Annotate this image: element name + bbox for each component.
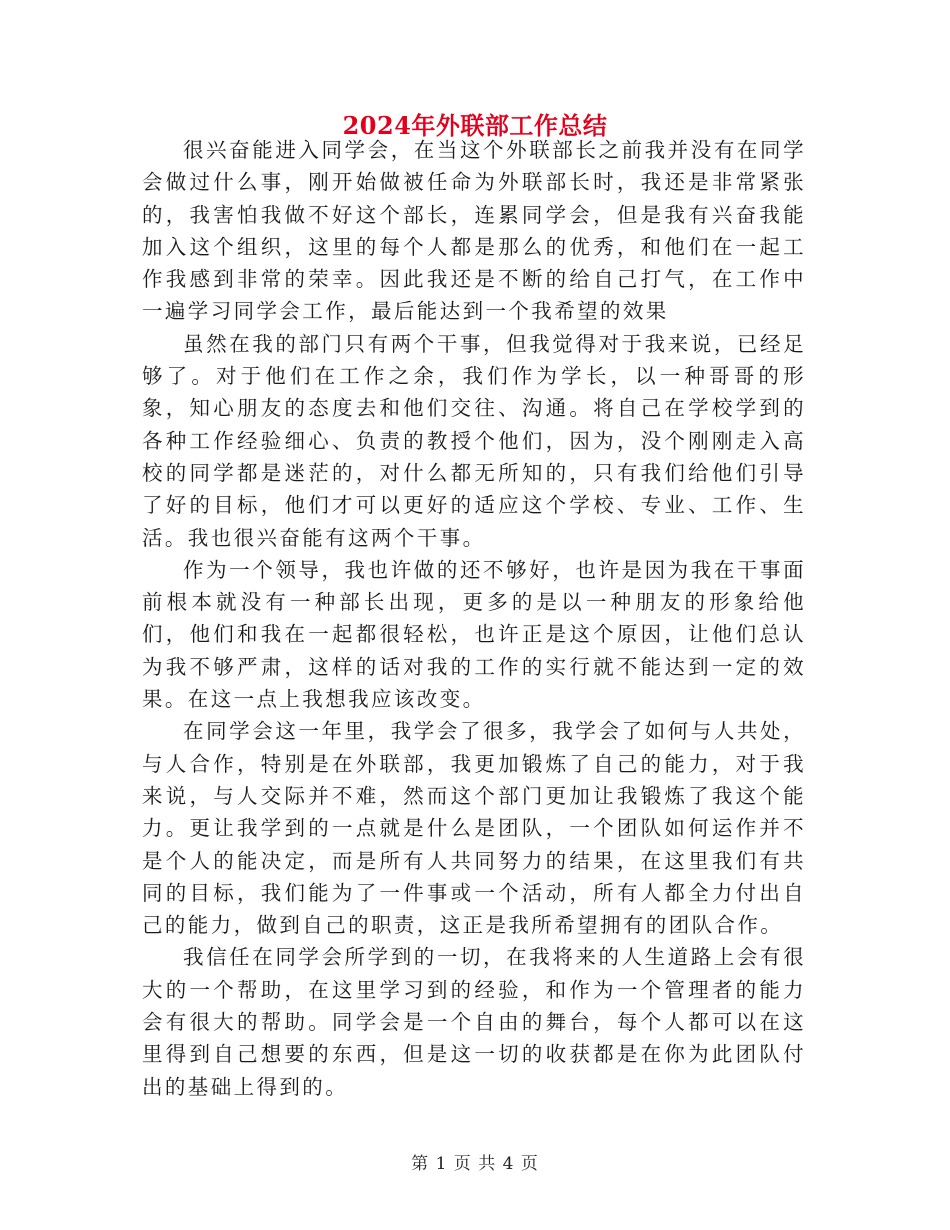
paragraph-1: 很兴奋能进入同学会，在当这个外联部长之前我并没有在同学会做过什么事，刚开始做被任命为外联部长时，我还是非常紧张的，我害怕我做不好这个部长，连累同学会，但是我有兴奋我能加入这个组织，这里的每个人都是那么的优秀，和他们在一起工作我感到非常的荣幸。因此我还是不断的给自己打气，在工作中一遍学习同学会工作，最后能达到一个我希望的效果	[142, 138, 806, 324]
paragraph-3: 作为一个领导，我也许做的还不够好，也许是因为我在干事面前根本就没有一种部长出现，更多的是以一种朋友的形象给他们，他们和我在一起都很轻松，也许正是这个原因，让他们总认为我不够严肃，这样的话对我的工作的实行就不能达到一定的效果。在这一点上我想我应该改变。	[142, 557, 806, 712]
page-number-footer: 第 1 页 共 4 页	[411, 1154, 539, 1174]
document-body	[142, 134, 806, 1103]
paragraph-5: 我信任在同学会所学到的一切，在我将来的人生道路上会有很大的一个帮助，在这里学习到的经验，和作为一个管理者的能力会有很大的帮助。同学会是一个自由的舞台，每个人都可以在这里得到自己想要的东西，但是这一切的收获都是在你为此团队付出的基础上得到的。	[142, 945, 806, 1099]
paragraph-2: 虽然在我的部门只有两个干事，但我觉得对于我来说，已经足够了。对于他们在工作之余，我们作为学长，以一种哥哥的形象，知心朋友的态度去和他们交往、沟通。将自己在学校学到的各种工作经验细心、负责的教授个他们，因为，没个刚刚走入高校的同学都是迷茫的，对什么都无所知的，只有我们给他们引导了好的目标，他们才可以更好的适应这个学校、专业、工作、生活。我也很兴奋能有这两个干事。	[142, 331, 806, 550]
document-title: 2024年外联部工作总结	[342, 111, 608, 140]
paragraph-4: 在同学会这一年里，我学会了很多，我学会了如何与人共处，与人合作，特别是在外联部，我更加锻炼了自己的能力，对于我来说，与人交际并不难，然而这个部门更加让我锻炼了我这个能力。更让我学到的一点就是什么是团队，一个团队如何运作并不是个人的能决定，而是所有人共同努力的结果，在这里我们有共同的目标，我们能为了一件事或一个活动，所有人都全力付出自己的能力，做到自己的职责，这正是我所希望拥有的团队合作。	[142, 719, 806, 938]
